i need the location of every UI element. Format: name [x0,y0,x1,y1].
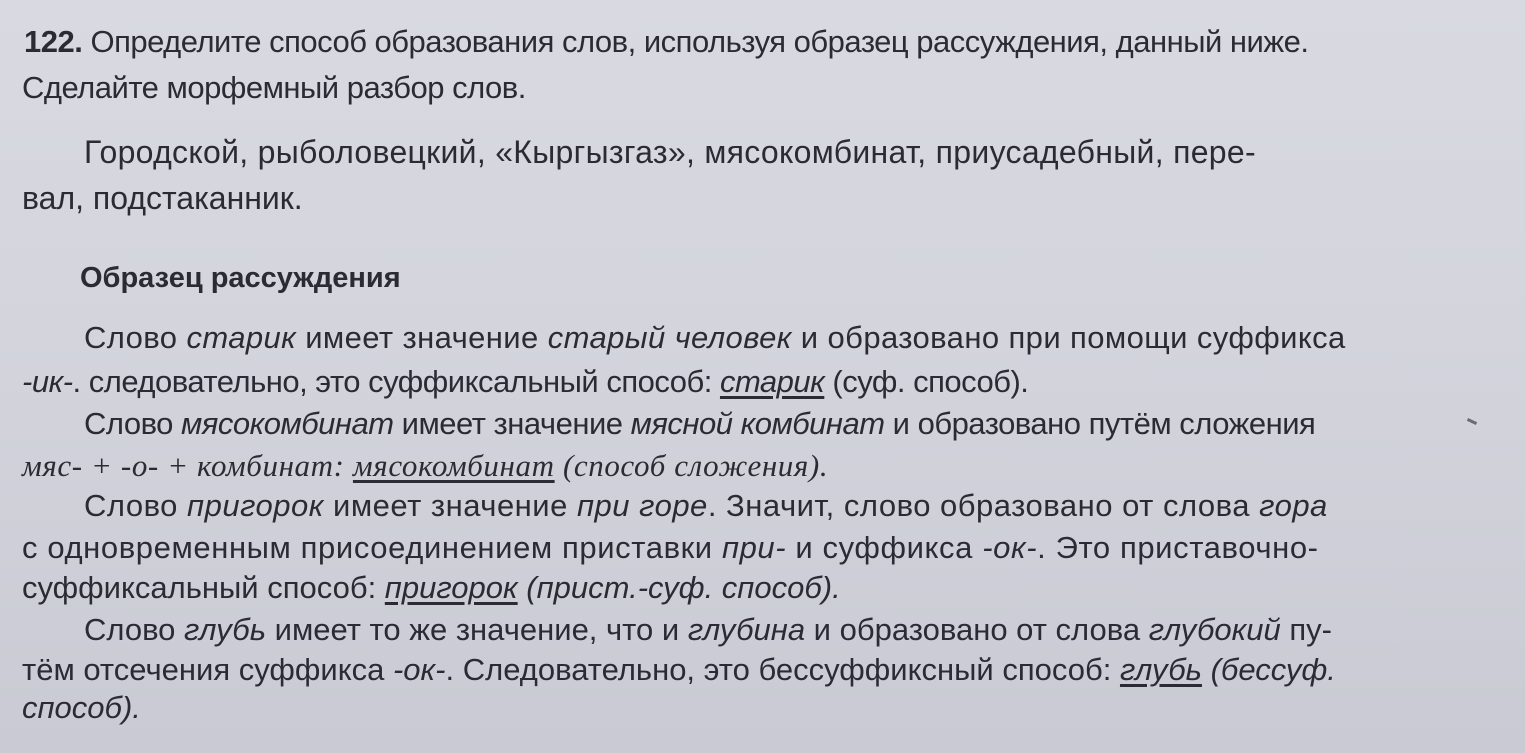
italic-word: (прист.-суф. способ). [517,570,841,605]
p2-line-2 [22,446,828,486]
text: суффиксальный способ: [22,570,385,605]
p4-line-2 [22,650,1336,690]
sample-heading-text: Образец рассуждения [80,262,401,294]
p2-line-1 [84,404,1315,444]
words-text-1: Городской, рыболовецкий, «Кыргызгаз», мясокомбинат, приусадебный, пере- [84,134,1256,170]
text: и суффикса [786,530,983,565]
text: и образовано при помощи суффикса [791,320,1346,355]
text: (суф. способ). [824,364,1029,399]
italic-word: старый человек [547,320,792,355]
italic-word: глубь [184,612,267,647]
task-line-1 [24,22,1308,62]
text: имеет значение [296,320,548,355]
underlined-word: пригорок [384,570,518,605]
p1-line-1 [84,318,1346,358]
task-text-2: Сделайте морфемный разбор слов. [22,70,526,105]
text: имеет то же значение, что и [266,612,688,647]
task-line-2 [22,68,526,108]
task-text-1: Определите способ образования слов, используя образец рассуждения, данный ниже. [90,24,1309,59]
exercise-number: 122. [24,24,83,59]
text: и образовано путём сложения [884,406,1316,441]
italic-word: (бессуф. [1201,652,1336,687]
text: имеет значение [323,488,577,523]
text: . Следовательно, это бессуффиксный способ: [445,652,1120,687]
italic-word: глубокий [1148,612,1281,647]
p1-line-2 [22,362,1028,402]
italic-word: способ). [22,690,141,725]
italic-word: глубина [687,612,806,647]
text: с одновременным присоединением приставки [22,530,722,565]
underlined-word: глубь [1119,652,1202,687]
text: Слово [84,488,188,523]
text: Слово [84,612,185,647]
margin-mark [1467,418,1477,425]
underlined-word: старик [719,364,825,399]
italic-word: мясной комбинат [630,406,885,441]
italic-word: гора [1259,488,1328,523]
text: . следовательно, это суффиксальный способ: [72,364,720,399]
text: . Значит, слово образовано от слова [707,488,1260,523]
p3-line-2 [22,528,1319,568]
words-text-2: вал, подстаканник. [22,180,303,216]
text: пу- [1280,612,1332,647]
text: тём отсечения суффикса [22,652,393,687]
text: и образовано от слова [805,612,1149,647]
italic-word: -ок- [392,652,446,687]
italic-word: -ик- [22,364,73,399]
text: Слово [84,406,182,441]
italic-word: старик [186,320,297,355]
text: . Это приставочно- [1037,530,1319,565]
italic-word: мяс- + -о- + комбинат: [22,448,353,483]
words-line-2 [22,178,303,218]
italic-word: при- [721,530,787,565]
underlined-word: мясокомбинат [352,448,555,483]
p4-line-1 [84,610,1332,650]
italic-word: при горе [576,488,708,523]
italic-word: (способ сложения). [554,448,829,483]
italic-word: пригорок [187,488,324,523]
text: имеет значение [393,406,631,441]
words-line-1 [84,132,1256,172]
p3-line-3 [22,568,841,608]
text: Слово [84,320,187,355]
sample-heading [80,258,401,298]
p4-line-3 [22,688,141,728]
italic-word: мясокомбинат [181,406,394,441]
p3-line-1 [84,486,1328,526]
italic-word: -ок- [982,530,1038,565]
